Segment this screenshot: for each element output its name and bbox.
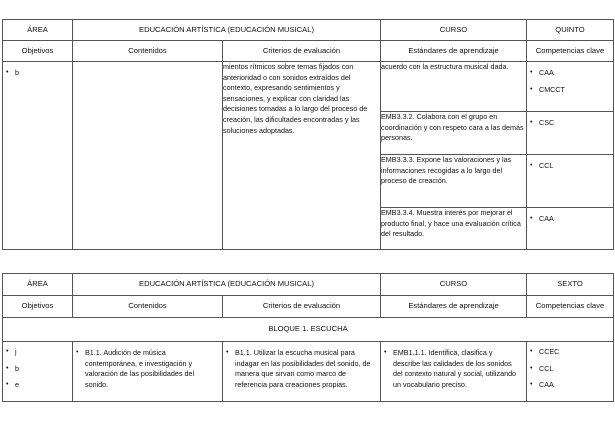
criterios-cell	[223, 342, 381, 402]
course-header: CURSO	[381, 274, 527, 296]
objetivo-item: • e	[3, 380, 72, 391]
competencia-item: • CAA	[527, 68, 613, 79]
competencia-item: • CSC	[527, 118, 613, 129]
standard-cell: EMB3.3.4. Muestra interés por mejorar el producto final, y hace una evaluación crítica del resultado.	[381, 208, 527, 250]
competencia-item: • CCEC	[527, 347, 613, 358]
objetivos-cell	[3, 342, 73, 402]
competencias-cell	[527, 62, 614, 112]
competencias-cell	[527, 342, 614, 402]
competencia-item: • CMCCT	[527, 85, 613, 96]
curriculum-table-sexto	[2, 273, 614, 402]
standard-cell: EMB3.3.2. Colabora con el grupo en coordinación y con respeto cara a las demás personas.	[381, 112, 527, 155]
objetivo-item: • j	[3, 347, 72, 358]
criterio-item: • B1.1. Utilizar la escucha musical para indagar en las posibilidades del sonido, de manera que sirvan como marco de referencia para creaciones propias.	[223, 348, 380, 390]
estandares-header: Estándares de aprendizaje	[381, 296, 527, 318]
contenidos-cell	[73, 342, 223, 402]
area-header: ÁREA	[3, 20, 73, 41]
objetivos-header: Objetivos	[3, 41, 73, 62]
competencia-item: • CCL	[527, 364, 613, 375]
contenidos-header: Contenidos	[73, 296, 223, 318]
contenidos-header: Contenidos	[73, 41, 223, 62]
block-title: BLOQUE 1. ESCUCHA	[3, 318, 614, 342]
competencias-header: Competencias clave	[527, 41, 614, 62]
objetivo-item: • b	[3, 68, 72, 79]
objetivos-cell	[3, 62, 73, 250]
competencias-cell	[527, 155, 614, 208]
course-value: QUINTO	[527, 20, 614, 41]
course-value: SEXTO	[527, 274, 614, 296]
competencias-cell	[527, 208, 614, 250]
standard-item: • EMB1.1.1. Identifica, clasifica y describe las calidades de los sonidos del contexto natural y social, utilizando un vocabulario preciso.	[381, 348, 526, 390]
estandares-header: Estándares de aprendizaje	[381, 41, 527, 62]
competencias-header: Competencias clave	[527, 296, 614, 318]
objetivos-header: Objetivos	[3, 296, 73, 318]
subject-header: EDUCACIÓN ARTÍSTICA (EDUCACIÓN MUSICAL)	[73, 20, 381, 41]
contenidos-cell	[73, 62, 223, 250]
objetivo-item: • b	[3, 364, 72, 375]
competencia-item: • CCL	[527, 161, 613, 172]
standard-cell	[381, 342, 527, 402]
subject-header: EDUCACIÓN ARTÍSTICA (EDUCACIÓN MUSICAL)	[73, 274, 381, 296]
criterios-header: Criterios de evaluación	[223, 296, 381, 318]
criterios-header: Criterios de evaluación	[223, 41, 381, 62]
curriculum-table-quinto	[2, 19, 614, 250]
standard-cell: EMB3.3.3. Expone las valoraciones y las informaciones recogidas a lo largo del proceso de creación.	[381, 155, 527, 208]
competencia-item: • CAA	[527, 214, 613, 225]
competencia-item: • CAA	[527, 380, 613, 391]
course-header: CURSO	[381, 20, 527, 41]
area-header: ÁREA	[3, 274, 73, 296]
standard-cell: acuerdo con la estructura musical dada.	[381, 62, 527, 112]
criterios-cell: mientos rítmicos sobre temas fijados con anterioridad o con sonidos extraídos del contexto, expresando sentimientos y sensaciones, y explicar con claridad las decisiones tomadas a lo largo del proceso de creación, las dificultades encontradas y las soluciones adoptadas.	[223, 62, 381, 250]
contenido-item: • B1.1. Audición de música contemporánea, e investigación y valoración de las posibilidades del sonido.	[73, 348, 222, 390]
competencias-cell	[527, 112, 614, 155]
